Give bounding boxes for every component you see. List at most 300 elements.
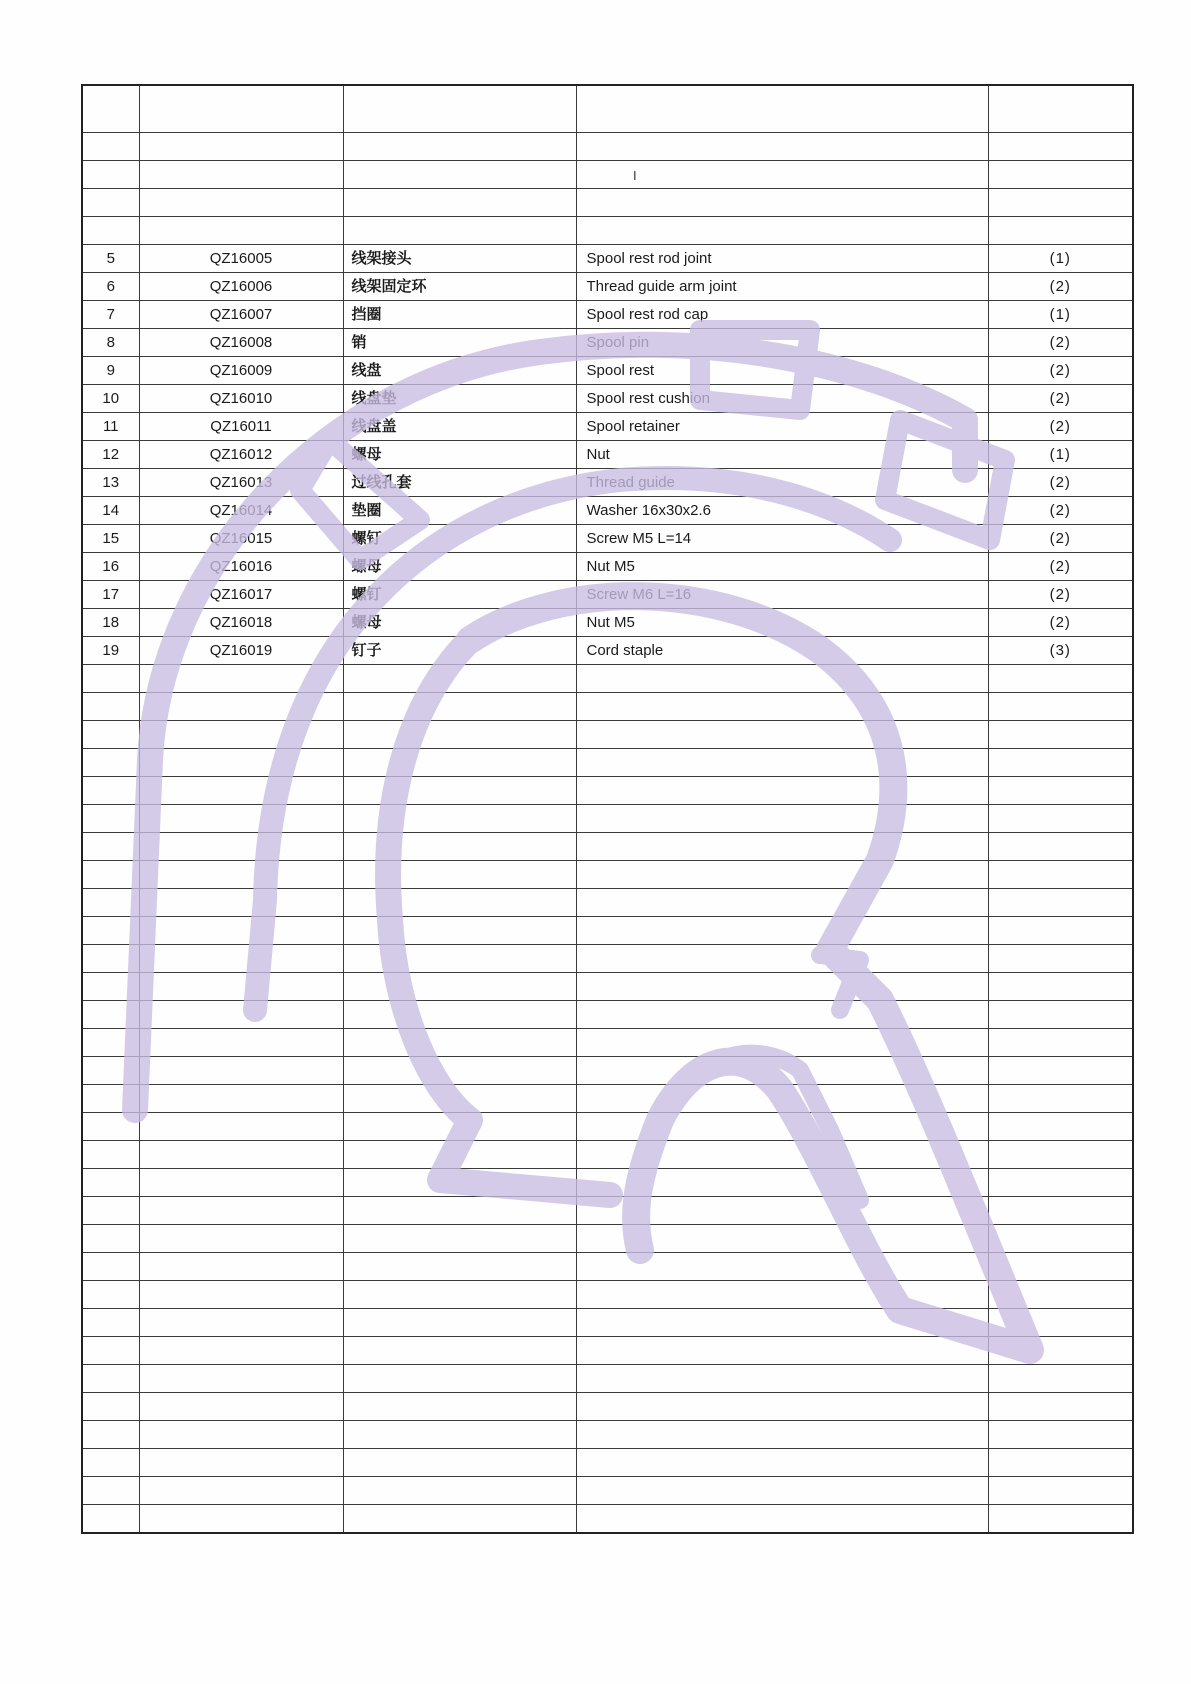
table-row-blank (82, 889, 1133, 917)
part-code-cell: QZ16006 (139, 273, 343, 301)
table-cell-empty (139, 217, 343, 245)
part-code-cell: QZ16007 (139, 301, 343, 329)
table-cell-empty (343, 1505, 576, 1534)
table-cell-empty (988, 85, 1133, 133)
table-cell-empty (576, 945, 988, 973)
table-cell-empty (139, 1393, 343, 1421)
table-row (82, 301, 1133, 329)
part-name-en-cell: Spool retainer (576, 413, 988, 441)
table-cell-empty (343, 889, 576, 917)
table-cell-empty (82, 749, 139, 777)
table-row-blank (82, 833, 1133, 861)
table-row (82, 469, 1133, 497)
part-qty-cell: (2) (988, 609, 1133, 637)
table-cell-empty (576, 693, 988, 721)
table-cell-empty (576, 1225, 988, 1253)
table-cell-empty (988, 749, 1133, 777)
table-cell-empty (576, 1421, 988, 1449)
table-cell-empty (82, 1113, 139, 1141)
table-row (82, 385, 1133, 413)
table-row (82, 581, 1133, 609)
table-cell-empty (988, 693, 1133, 721)
table-cell-empty (988, 1393, 1133, 1421)
table-row (82, 497, 1133, 525)
table-cell-empty (576, 1505, 988, 1534)
part-code-cell: QZ16010 (139, 385, 343, 413)
table-cell-empty (988, 1029, 1133, 1057)
table-cell-empty (139, 1309, 343, 1337)
table-cell-empty (988, 1505, 1133, 1534)
table-cell-empty (82, 85, 139, 133)
table-row-blank (82, 1449, 1133, 1477)
part-name-en-cell: Spool rest rod joint (576, 245, 988, 273)
part-name-cn-cell: 线盘 (343, 357, 576, 385)
table-cell-empty (343, 749, 576, 777)
table-row-blank (82, 1365, 1133, 1393)
parts-list-table (81, 84, 1134, 1534)
table-row-blank (82, 189, 1133, 217)
table-cell-empty (988, 1225, 1133, 1253)
table-cell-empty (576, 1169, 988, 1197)
table-cell-empty (576, 973, 988, 1001)
table-cell-empty (576, 1253, 988, 1281)
table-row-blank (82, 805, 1133, 833)
table-row-blank (82, 1393, 1133, 1421)
table-cell-empty (988, 1449, 1133, 1477)
table-cell-empty (82, 1141, 139, 1169)
table-cell-empty (139, 85, 343, 133)
table-cell-empty (139, 161, 343, 189)
table-cell-empty (343, 665, 576, 693)
table-cell-empty (988, 161, 1133, 189)
table-cell-empty (576, 1393, 988, 1421)
table-row-blank (82, 161, 1133, 189)
table-cell-empty (343, 805, 576, 833)
table-cell-empty (576, 217, 988, 245)
table-cell-empty (343, 1253, 576, 1281)
part-name-en-cell: Thread guide arm joint (576, 273, 988, 301)
parts-table-body (82, 85, 1133, 1533)
table-row (82, 329, 1133, 357)
part-code-cell: QZ16013 (139, 469, 343, 497)
part-code-cell: QZ16019 (139, 637, 343, 665)
part-name-en-cell: Spool rest rod cap (576, 301, 988, 329)
table-cell-empty (82, 1477, 139, 1505)
part-name-en-cell: Nut M5 (576, 609, 988, 637)
table-cell-empty (139, 133, 343, 161)
table-cell-empty (343, 833, 576, 861)
table-row-blank (82, 665, 1133, 693)
table-row-blank (82, 777, 1133, 805)
table-cell-empty (576, 1057, 988, 1085)
table-cell-empty (343, 1393, 576, 1421)
table-cell-empty (82, 777, 139, 805)
table-cell-empty (82, 1085, 139, 1113)
table-cell-empty (576, 161, 988, 189)
part-name-cn-cell: 螺钉 (343, 581, 576, 609)
table-row-blank (82, 1085, 1133, 1113)
table-cell-empty (576, 721, 988, 749)
table-cell-empty (82, 133, 139, 161)
table-row-blank (82, 749, 1133, 777)
table-cell-empty (139, 1113, 343, 1141)
table-cell-empty (139, 973, 343, 1001)
table-row (82, 637, 1133, 665)
table-cell-empty (343, 1057, 576, 1085)
table-cell-empty (343, 1085, 576, 1113)
table-cell-empty (139, 1141, 343, 1169)
table-cell-empty (343, 1225, 576, 1253)
table-cell-empty (343, 693, 576, 721)
part-number-cell: 5 (82, 245, 139, 273)
table-cell-empty (343, 133, 576, 161)
table-cell-empty (82, 693, 139, 721)
part-number-cell: 8 (82, 329, 139, 357)
table-cell-empty (343, 721, 576, 749)
table-cell-empty (576, 1477, 988, 1505)
table-row-blank (82, 133, 1133, 161)
part-name-cn-cell: 螺母 (343, 553, 576, 581)
table-row-blank (82, 1477, 1133, 1505)
part-number-cell: 13 (82, 469, 139, 497)
part-number-cell: 14 (82, 497, 139, 525)
table-cell-empty (343, 1309, 576, 1337)
part-code-cell: QZ16009 (139, 357, 343, 385)
table-row (82, 245, 1133, 273)
table-cell-empty (576, 1085, 988, 1113)
table-cell-empty (82, 1449, 139, 1477)
table-cell-empty (343, 777, 576, 805)
table-cell-empty (82, 189, 139, 217)
table-cell-empty (139, 665, 343, 693)
table-cell-empty (343, 1001, 576, 1029)
table-cell-empty (82, 1001, 139, 1029)
table-cell-empty (576, 665, 988, 693)
table-cell-empty (139, 189, 343, 217)
table-cell-empty (576, 133, 988, 161)
table-cell-empty (139, 1197, 343, 1225)
part-qty-cell: (2) (988, 497, 1133, 525)
table-cell-empty (343, 1141, 576, 1169)
table-row-blank (82, 1113, 1133, 1141)
stray-mark: I (633, 168, 637, 183)
table-cell-empty (343, 1477, 576, 1505)
part-name-en-cell: Nut M5 (576, 553, 988, 581)
part-name-en-cell: Cord staple (576, 637, 988, 665)
part-qty-cell: (2) (988, 413, 1133, 441)
part-qty-cell: (2) (988, 469, 1133, 497)
table-cell-empty (988, 665, 1133, 693)
table-cell-empty (139, 1365, 343, 1393)
table-cell-empty (139, 1337, 343, 1365)
part-name-cn-cell: 线盘盖 (343, 413, 576, 441)
table-cell-empty (343, 1197, 576, 1225)
table-cell-empty (82, 1505, 139, 1534)
table-cell-empty (576, 1337, 988, 1365)
part-code-cell: QZ16015 (139, 525, 343, 553)
part-qty-cell: (2) (988, 273, 1133, 301)
table-cell-empty (82, 1197, 139, 1225)
table-row (82, 357, 1133, 385)
part-name-cn-cell: 过线孔套 (343, 469, 576, 497)
part-name-cn-cell: 垫圈 (343, 497, 576, 525)
table-cell-empty (988, 1337, 1133, 1365)
table-cell-empty (139, 805, 343, 833)
table-cell-empty (139, 1085, 343, 1113)
table-cell-empty (82, 665, 139, 693)
part-name-cn-cell: 线架固定环 (343, 273, 576, 301)
part-name-en-cell: Spool pin (576, 329, 988, 357)
table-cell-empty (343, 1169, 576, 1197)
part-number-cell: 16 (82, 553, 139, 581)
table-row-blank (82, 1421, 1133, 1449)
table-cell-empty (139, 1029, 343, 1057)
table-cell-empty (576, 1197, 988, 1225)
table-cell-empty (576, 861, 988, 889)
table-cell-empty (139, 1253, 343, 1281)
table-cell-empty (82, 217, 139, 245)
table-row-blank (82, 85, 1133, 133)
table-cell-empty (988, 917, 1133, 945)
table-row (82, 273, 1133, 301)
table-cell-empty (576, 1309, 988, 1337)
part-name-cn-cell: 螺钉 (343, 525, 576, 553)
table-cell-empty (139, 721, 343, 749)
part-name-en-cell: Screw M6 L=16 (576, 581, 988, 609)
part-code-cell: QZ16016 (139, 553, 343, 581)
part-qty-cell: (2) (988, 329, 1133, 357)
table-cell-empty (988, 805, 1133, 833)
table-cell-empty (576, 777, 988, 805)
part-qty-cell: (2) (988, 553, 1133, 581)
table-row (82, 553, 1133, 581)
part-number-cell: 9 (82, 357, 139, 385)
table-row-blank (82, 1281, 1133, 1309)
table-cell-empty (988, 861, 1133, 889)
table-cell-empty (576, 1029, 988, 1057)
table-cell-empty (139, 1057, 343, 1085)
table-row-blank (82, 1505, 1133, 1534)
table-cell-empty (82, 721, 139, 749)
part-name-cn-cell: 线架接头 (343, 245, 576, 273)
table-cell-empty (139, 833, 343, 861)
table-cell-empty (343, 1281, 576, 1309)
table-cell-empty (988, 833, 1133, 861)
table-cell-empty (82, 1169, 139, 1197)
table-cell-empty (139, 1449, 343, 1477)
table-row (82, 413, 1133, 441)
table-cell-empty (139, 861, 343, 889)
table-cell-empty (988, 973, 1133, 1001)
part-qty-cell: (2) (988, 357, 1133, 385)
table-cell-empty (139, 889, 343, 917)
table-cell-empty (139, 1169, 343, 1197)
table-cell-empty (576, 833, 988, 861)
part-qty-cell: (2) (988, 525, 1133, 553)
part-number-cell: 11 (82, 413, 139, 441)
table-cell-empty (988, 189, 1133, 217)
table-cell-empty (988, 777, 1133, 805)
table-cell-empty (988, 1421, 1133, 1449)
part-qty-cell: (1) (988, 301, 1133, 329)
table-cell-empty (82, 161, 139, 189)
table-cell-empty (82, 1309, 139, 1337)
table-cell-empty (988, 1001, 1133, 1029)
part-number-cell: 12 (82, 441, 139, 469)
part-name-en-cell: Screw M5 L=14 (576, 525, 988, 553)
part-name-cn-cell: 钉子 (343, 637, 576, 665)
table-cell-empty (988, 1309, 1133, 1337)
table-cell-empty (576, 1449, 988, 1477)
part-code-cell: QZ16017 (139, 581, 343, 609)
table-cell-empty (988, 1113, 1133, 1141)
part-name-cn-cell: 螺母 (343, 441, 576, 469)
table-row-blank (82, 1001, 1133, 1029)
table-cell-empty (82, 1393, 139, 1421)
table-cell-empty (82, 1421, 139, 1449)
table-cell-empty (343, 917, 576, 945)
part-number-cell: 6 (82, 273, 139, 301)
part-qty-cell: (2) (988, 385, 1133, 413)
table-cell-empty (343, 217, 576, 245)
table-cell-empty (82, 1225, 139, 1253)
table-cell-empty (576, 917, 988, 945)
table-cell-empty (139, 1001, 343, 1029)
table-cell-empty (988, 889, 1133, 917)
part-qty-cell: (1) (988, 245, 1133, 273)
table-cell-empty (82, 833, 139, 861)
part-name-cn-cell: 销 (343, 329, 576, 357)
table-cell-empty (343, 1337, 576, 1365)
table-row-blank (82, 1309, 1133, 1337)
table-cell-empty (139, 777, 343, 805)
table-row-blank (82, 1029, 1133, 1057)
part-name-cn-cell: 挡圈 (343, 301, 576, 329)
table-cell-empty (576, 189, 988, 217)
table-row-blank (82, 1225, 1133, 1253)
table-cell-empty (343, 945, 576, 973)
table-cell-empty (988, 721, 1133, 749)
table-cell-empty (988, 133, 1133, 161)
table-cell-empty (139, 1421, 343, 1449)
table-cell-empty (343, 189, 576, 217)
table-cell-empty (988, 1085, 1133, 1113)
table-cell-empty (988, 1057, 1133, 1085)
part-name-en-cell: Washer 16x30x2.6 (576, 497, 988, 525)
part-number-cell: 18 (82, 609, 139, 637)
part-number-cell: 17 (82, 581, 139, 609)
part-qty-cell: (3) (988, 637, 1133, 665)
part-number-cell: 15 (82, 525, 139, 553)
table-row-blank (82, 1169, 1133, 1197)
part-code-cell: QZ16014 (139, 497, 343, 525)
table-row-blank (82, 1337, 1133, 1365)
table-row-blank (82, 721, 1133, 749)
part-code-cell: QZ16005 (139, 245, 343, 273)
table-row-blank (82, 945, 1133, 973)
table-cell-empty (82, 1337, 139, 1365)
part-code-cell: QZ16018 (139, 609, 343, 637)
table-cell-empty (576, 1365, 988, 1393)
table-cell-empty (988, 945, 1133, 973)
table-cell-empty (82, 1253, 139, 1281)
part-name-en-cell: Spool rest cushion (576, 385, 988, 413)
table-cell-empty (139, 1281, 343, 1309)
table-cell-empty (139, 693, 343, 721)
table-cell-empty (82, 1365, 139, 1393)
table-row (82, 525, 1133, 553)
part-name-en-cell: Thread guide (576, 469, 988, 497)
table-cell-empty (343, 1029, 576, 1057)
table-cell-empty (988, 1281, 1133, 1309)
part-name-en-cell: Nut (576, 441, 988, 469)
table-row-blank (82, 1141, 1133, 1169)
part-name-cn-cell: 螺母 (343, 609, 576, 637)
table-cell-empty (576, 1281, 988, 1309)
table-cell-empty (82, 1281, 139, 1309)
table-row-blank (82, 693, 1133, 721)
table-cell-empty (343, 861, 576, 889)
table-cell-empty (988, 1169, 1133, 1197)
table-cell-empty (988, 1477, 1133, 1505)
part-qty-cell: (2) (988, 581, 1133, 609)
table-cell-empty (139, 1225, 343, 1253)
table-row-blank (82, 217, 1133, 245)
table-cell-empty (988, 1365, 1133, 1393)
table-cell-empty (343, 1449, 576, 1477)
table-cell-empty (988, 1197, 1133, 1225)
table-cell-empty (82, 805, 139, 833)
table-cell-empty (576, 889, 988, 917)
table-row-blank (82, 861, 1133, 889)
table-cell-empty (343, 1113, 576, 1141)
table-cell-empty (139, 917, 343, 945)
table-row-blank (82, 1253, 1133, 1281)
part-number-cell: 7 (82, 301, 139, 329)
table-cell-empty (576, 1113, 988, 1141)
table-cell-empty (82, 1057, 139, 1085)
table-cell-empty (82, 945, 139, 973)
part-number-cell: 19 (82, 637, 139, 665)
table-row-blank (82, 917, 1133, 945)
table-cell-empty (139, 945, 343, 973)
table-cell-empty (139, 1477, 343, 1505)
table-cell-empty (82, 861, 139, 889)
table-row (82, 441, 1133, 469)
table-cell-empty (576, 1001, 988, 1029)
table-cell-empty (988, 217, 1133, 245)
part-code-cell: QZ16012 (139, 441, 343, 469)
table-cell-empty (82, 973, 139, 1001)
part-qty-cell: (1) (988, 441, 1133, 469)
table-row-blank (82, 973, 1133, 1001)
table-row (82, 609, 1133, 637)
table-cell-empty (343, 161, 576, 189)
part-number-cell: 10 (82, 385, 139, 413)
table-cell-empty (82, 889, 139, 917)
table-cell-empty (139, 749, 343, 777)
table-cell-empty (343, 973, 576, 1001)
table-cell-empty (343, 1421, 576, 1449)
table-cell-empty (343, 1365, 576, 1393)
part-code-cell: QZ16011 (139, 413, 343, 441)
table-cell-empty (576, 805, 988, 833)
table-row-blank (82, 1197, 1133, 1225)
table-cell-empty (988, 1141, 1133, 1169)
table-cell-empty (576, 85, 988, 133)
table-cell-empty (988, 1253, 1133, 1281)
table-cell-empty (343, 85, 576, 133)
